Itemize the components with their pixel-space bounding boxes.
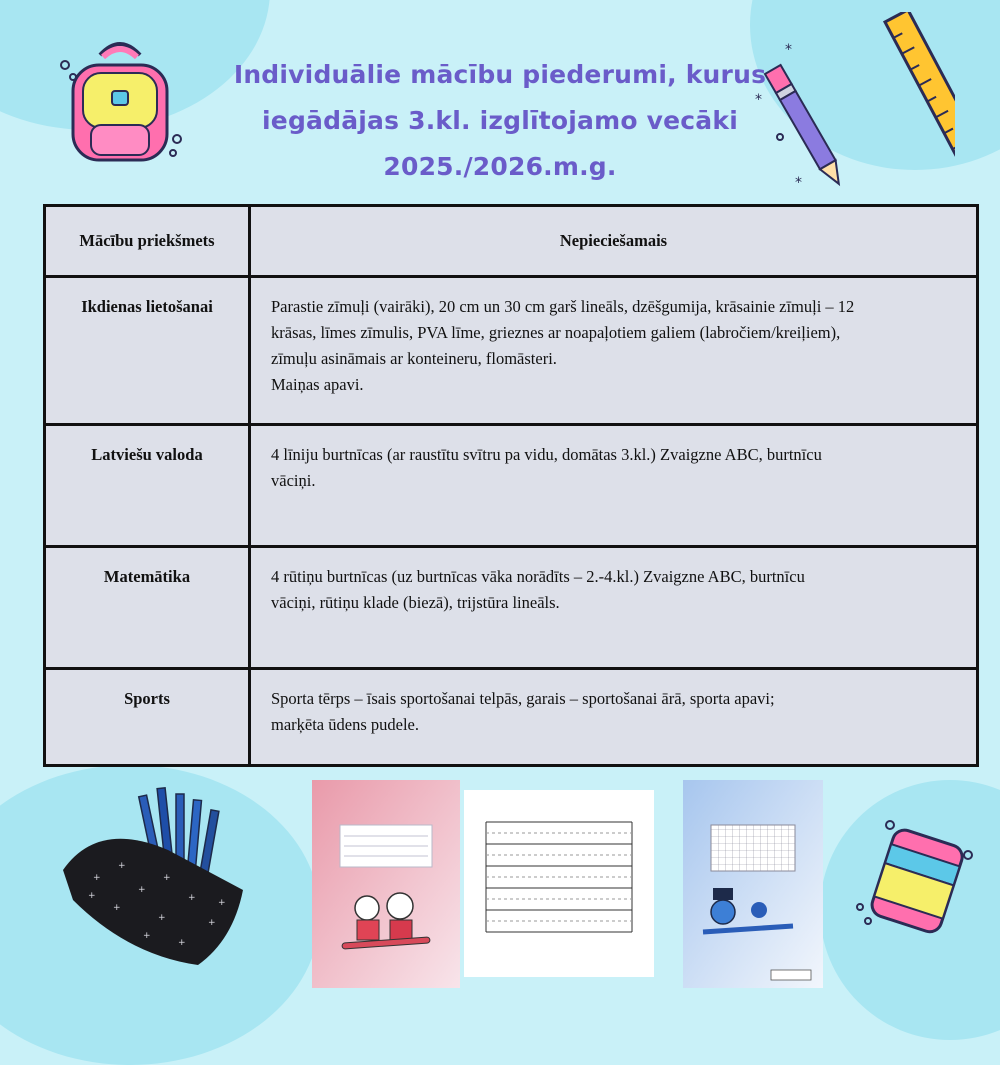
svg-text:+: + <box>163 873 171 883</box>
svg-text:+: + <box>93 873 101 883</box>
title-line-1: Individuālie mācību piederumi, kurus <box>233 60 767 89</box>
notebook-lined-icon <box>312 780 460 988</box>
svg-text:*: * <box>795 175 802 191</box>
row-needed <box>250 277 978 425</box>
needed-line: zīmuļu asināmais ar konteineru, flomāsteri. <box>271 349 557 368</box>
svg-text:+: + <box>118 861 126 871</box>
needed-line: 4 rūtiņu burtnīcas (uz burtnīcas vāka norādīts – 2.-4.kl.) Zvaigzne ABC, burtnīcu <box>271 567 805 586</box>
svg-text:*: * <box>755 92 762 108</box>
needed-line: Maiņas apavi. <box>271 375 364 394</box>
needed-line: 4 līniju burtnīcas (ar raustītu svītru pa vidu, domātas 3.kl.) Zvaigzne ABC, burtnīcu <box>271 445 822 464</box>
handwriting-page-icon <box>464 790 654 977</box>
pencil-case-icon <box>58 780 258 975</box>
row-subject: Sports <box>45 669 250 766</box>
header-needed: Nepieciešamais <box>250 206 978 277</box>
table-row <box>45 277 978 425</box>
svg-text:+: + <box>138 885 146 895</box>
notebook-grid-icon <box>683 780 823 988</box>
svg-text:+: + <box>218 898 226 908</box>
svg-text:*: * <box>785 42 792 58</box>
needed-line: Sporta tērps – īsais sportošanai telpās, garais – sportošanai ārā, sporta apavi; <box>271 689 775 708</box>
needed-line: marķēta ūdens pudele. <box>271 715 419 734</box>
svg-text:+: + <box>208 918 216 928</box>
svg-text:+: + <box>143 931 151 941</box>
svg-text:+: + <box>158 913 166 923</box>
table-header-row <box>45 206 978 277</box>
needed-line: Parastie zīmuļi (vairāki), 20 cm un 30 cm garš lineāls, dzēšgumija, krāsainie zīmuļi – 12 <box>271 297 855 316</box>
row-subject: Latviešu valoda <box>45 425 250 547</box>
row-subject: Ikdienas lietošanai <box>45 277 250 425</box>
svg-text:+: + <box>113 903 121 913</box>
row-needed <box>250 547 978 669</box>
header-subject: Mācību priekšmets <box>45 206 250 277</box>
backpack-icon <box>55 35 185 165</box>
table-row <box>45 425 978 547</box>
supplies-table <box>43 204 979 767</box>
needed-line: vāciņi. <box>271 471 316 490</box>
title-line-2: iegādājas 3.kl. izglītojamo vecāki <box>262 106 738 135</box>
eraser-icon <box>850 815 980 945</box>
needed-line: vāciņi, rūtiņu klade (biezā), trijstūra lineāls. <box>271 593 560 612</box>
table-row <box>45 547 978 669</box>
svg-text:+: + <box>178 938 186 948</box>
svg-text:+: + <box>188 893 196 903</box>
row-needed <box>250 425 978 547</box>
needed-line: krāsas, līmes zīmulis, PVA līme, grieznes ar noapaļotiem galiem (labročiem/kreiļiem), <box>271 323 841 342</box>
svg-text:+: + <box>88 891 96 901</box>
row-needed <box>250 669 978 766</box>
title-line-3: 2025./2026.m.g. <box>383 152 617 181</box>
page-title <box>200 52 800 190</box>
row-subject: Matemātika <box>45 547 250 669</box>
table-row <box>45 669 978 766</box>
